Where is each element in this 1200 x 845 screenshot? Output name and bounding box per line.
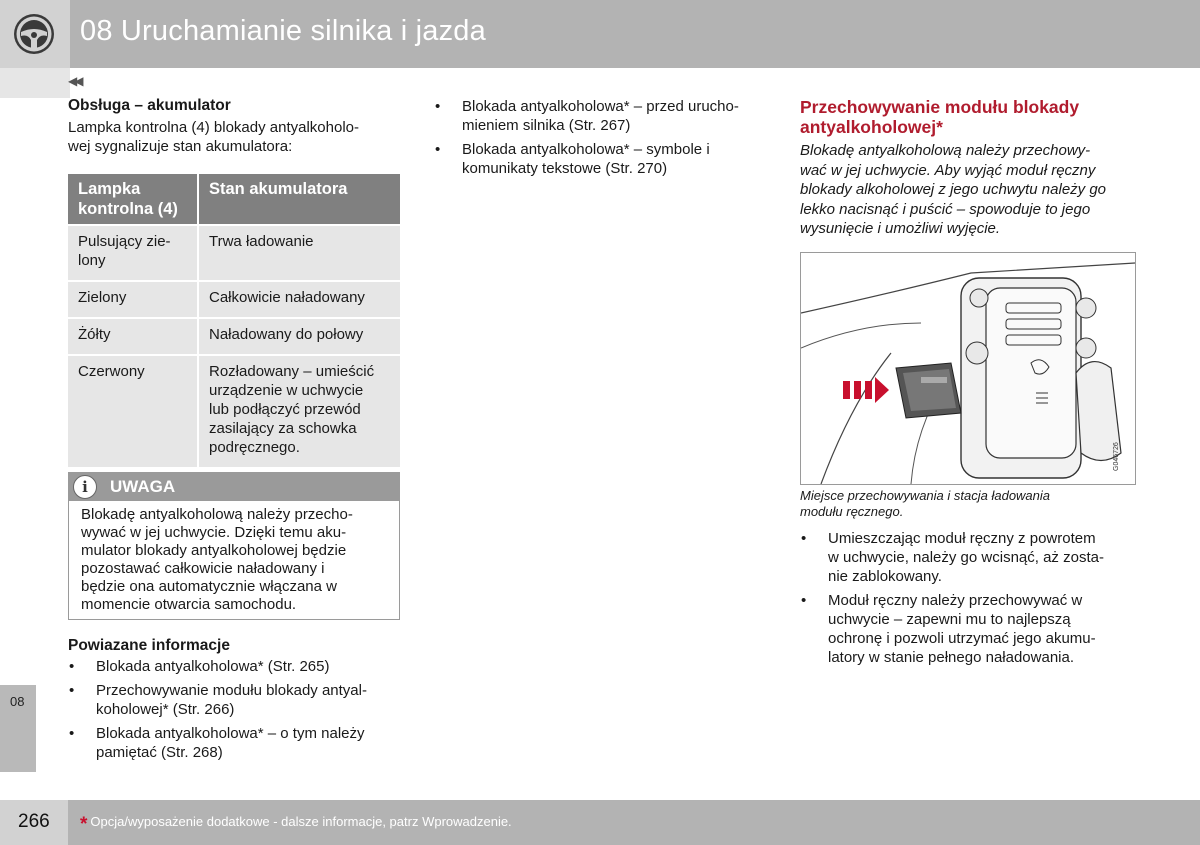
item-line: latory w stanie pełnego naładowania. (828, 649, 1074, 666)
item-line: ochronę i pozwoli utrzymać jego akumu- (828, 630, 1096, 647)
item-line: • Moduł ręczny należy przechowywać w (828, 592, 1083, 609)
info-icon: i (73, 475, 97, 499)
section-heading: Obsługa – akumulator (68, 97, 231, 114)
intro-line: Lampka kontrolna (4) blokady antyalkoholo- (68, 119, 359, 136)
related-link[interactable] (68, 657, 403, 676)
item-line: w uchwycie, należy go wcisnąć, aż zosta- (828, 549, 1104, 566)
list-item (800, 529, 1145, 586)
illustration-code: G046726 (1113, 442, 1120, 471)
intro-line: wać w jej uchwycie. Aby wyjąć moduł ręczny (800, 161, 1096, 179)
header-text: Lampka (78, 180, 141, 198)
cell-text: zasilający za schowka (209, 420, 357, 437)
item-line: uchwycie – zapewni mu to najlepszą (828, 611, 1071, 628)
page-number: 266 (18, 811, 50, 832)
item-line: nie zablokowany. (828, 568, 942, 585)
heading-line: Przechowywanie modułu blokady (800, 97, 1080, 117)
list-item (800, 591, 1145, 667)
section-intro (68, 118, 398, 156)
state-cell: Całkowicie naładowany (199, 282, 400, 319)
storage-heading (800, 97, 1130, 137)
chapter-side-tab-label: 08 (10, 694, 25, 709)
related-link[interactable] (68, 724, 403, 762)
previous-page-icon[interactable]: ◀◀ (68, 74, 81, 88)
cell-text: urządzenie w uchwycie (209, 382, 364, 399)
header-text: kontrolna (4) (78, 200, 178, 218)
caption-line: modułu ręcznego. (800, 504, 904, 519)
table-row (68, 356, 400, 469)
intro-line: wej sygnalizuje stan akumulatora: (68, 138, 293, 155)
illustration-caption (800, 488, 1120, 520)
lamp-cell: Żółty (68, 319, 199, 356)
intro-line: blokady alkoholowej z jego uchwytu należy go (800, 181, 1107, 198)
link-text: • Blokada antyalkoholowa* – o tym należy (96, 725, 365, 742)
note-title: UWAGA (110, 477, 176, 496)
column-header-state: Stan akumulatora (199, 174, 400, 226)
cell-text: Pulsujący zie- (78, 233, 171, 250)
related-heading: Powiazane informacje (68, 637, 230, 654)
link-text: koholowej* (Str. 266) (96, 701, 235, 718)
storage-instructions (800, 529, 1145, 672)
lamp-cell: Czerwony (68, 356, 199, 469)
footnote (80, 814, 512, 836)
related-link[interactable] (434, 97, 779, 135)
state-cell: Naładowany do połowy (199, 319, 400, 356)
chapter-title: 08 Uruchamianie silnika i jazda (80, 15, 486, 47)
link-text: mieniem silnika (Str. 267) (462, 117, 631, 134)
related-list-continued (434, 97, 779, 183)
cell-text: Rozładowany – umieścić (209, 363, 375, 380)
footnote-text: Opcja/wyposażenie dodatkowe - dalsze informacje, patrz Wprowadzenie. (90, 814, 512, 829)
related-link[interactable] (434, 140, 779, 178)
margin-strip (0, 68, 70, 98)
link-text: • Blokada antyalkoholowa* – symbole i (462, 141, 710, 158)
state-cell: Trwa ładowanie (199, 226, 400, 282)
footnote-star: * (80, 814, 88, 835)
note-line: wywać w jej uchwycie. Dzięki temu aku- (81, 524, 347, 541)
battery-status-table (68, 174, 400, 469)
item-line: • Umieszczając moduł ręczny z powrotem (828, 530, 1096, 547)
link-text: • Blokada antyalkoholowa* – przed urucho- (462, 98, 739, 115)
storage-intro (800, 141, 1135, 239)
steering-wheel-icon (12, 12, 56, 56)
intro-line: lekko nacisnąć i puścić – spowoduje to jego (800, 200, 1091, 218)
heading-line: antyalkoholowej* (800, 117, 943, 137)
related-list (68, 657, 403, 767)
cell-text: lony (78, 252, 106, 269)
note-line: Blokadę antyalkoholową należy przecho- (81, 506, 353, 523)
note-text (81, 506, 386, 614)
cell-text: podręcznego. (209, 439, 300, 456)
cell-text: lub podłączyć przewód (209, 401, 361, 418)
intro-line: wysunięcie i umożliwi wyjęcie. (800, 220, 1001, 237)
state-cell (199, 356, 400, 469)
table-row (68, 282, 400, 319)
related-link[interactable] (68, 681, 403, 719)
table-row (68, 226, 400, 282)
link-text: komunikaty tekstowe (Str. 270) (462, 160, 668, 177)
note-line: będzie ona automatycznie włączana w (81, 578, 337, 595)
lamp-cell (68, 226, 199, 282)
link-text: pamiętać (Str. 268) (96, 744, 223, 761)
column-header-lamp (68, 174, 199, 226)
table-header-row (68, 174, 400, 226)
note-line: momencie otwarcia samochodu. (81, 596, 297, 613)
note-line: pozostawać całkowicie naładowany i (81, 560, 325, 577)
table-row (68, 319, 400, 356)
note-line: mulator blokady antyalkoholowej będzie (81, 542, 347, 559)
handset-holder-illustration (800, 252, 1136, 485)
intro-line: Blokadę antyalkoholową należy przechowy- (800, 142, 1091, 159)
caption-line: Miejsce przechowywania i stacja ładowania (800, 488, 1051, 503)
lamp-cell: Zielony (68, 282, 199, 319)
link-text: • Blokada antyalkoholowa* (Str. 265) (96, 658, 330, 675)
link-text: • Przechowywanie modułu blokady antyal- (96, 682, 367, 699)
